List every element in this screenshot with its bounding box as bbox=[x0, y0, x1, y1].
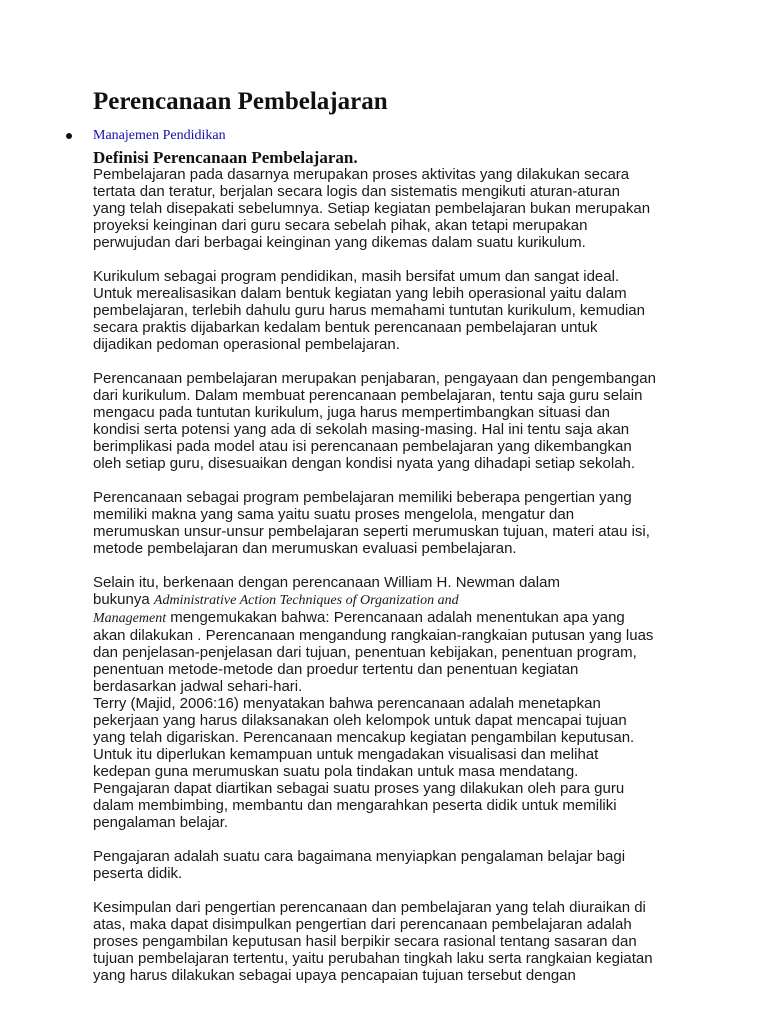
text-line bbox=[93, 609, 679, 627]
text-line: Kesimpulan dari pengertian perencanaan dan pembelajaran yang telah diuraikan di bbox=[93, 899, 646, 916]
text-line: penentuan metode-metode dan proedur tertentu dan penentuan kegiatan bbox=[93, 661, 579, 678]
text-line bbox=[93, 591, 679, 609]
text-line: peserta didik. bbox=[93, 865, 183, 882]
book-title: Management bbox=[93, 611, 167, 626]
text-line: Pembelajaran pada dasarnya merupakan proses aktivitas yang dilakukan secara bbox=[93, 166, 630, 183]
paragraph-1 bbox=[93, 166, 679, 251]
article-body bbox=[93, 166, 679, 984]
text-line: kedepan guna merumuskan suatu pola tindakan untuk masa mendatang. bbox=[93, 763, 579, 780]
paragraph-5 bbox=[93, 574, 679, 831]
text-line: secara praktis dijabarkan kedalam bentuk perencanaan pembelajaran untuk bbox=[93, 319, 598, 336]
text-line: Perencanaan pembelajaran merupakan penjabaran, pengayaan dan pengembangan bbox=[93, 370, 656, 387]
paragraph-6 bbox=[93, 848, 679, 882]
text-line: yang telah disepakati sebelumnya. Setiap kegiatan pembelajaran bukan merupakan bbox=[93, 200, 651, 217]
text-line: metode pembelajaran dan merumuskan evaluasi pembelajaran. bbox=[93, 540, 517, 557]
text-line: perwujudan dari berbagai keinginan yang dikemas dalam suatu kurikulum. bbox=[93, 234, 586, 251]
text-line: oleh setiap guru, disesuaikan dengan kondisi nyata yang dihadapi setiap sekolah. bbox=[93, 455, 636, 472]
text-line: tujuan pembelajaran tertentu, yaitu perubahan tingkah laku serta rangkaian kegiatan bbox=[93, 950, 653, 967]
page-title: Perencanaan Pembelajaran bbox=[93, 88, 388, 115]
text-line: Pengajaran dapat diartikan sebagai suatu proses yang dilakukan oleh para guru bbox=[93, 780, 625, 797]
text-line: atas, maka dapat disimpulkan pengertian dari perencanaan pembelajaran adalah bbox=[93, 916, 632, 933]
text-fragment: mengemukakan bahwa: Perencanaan adalah menentukan apa yang bbox=[166, 609, 625, 626]
paragraph-3 bbox=[93, 370, 679, 472]
text-line: Selain itu, berkenaan dengan perencanaan William H. Newman dalam bbox=[93, 574, 560, 591]
text-line: pengalaman belajar. bbox=[93, 814, 229, 831]
text-line: berdasarkan jadwal sehari-hari. bbox=[93, 678, 303, 695]
text-line: dan penjelasan-penjelasan dari tujuan, penentuan kebijakan, penentuan program, bbox=[93, 644, 637, 661]
text-line: yang telah digariskan. Perencanaan mencakup kegiatan pengambilan keputusan. bbox=[93, 729, 635, 746]
text-line: Untuk itu diperlukan kemampuan untuk mengadakan visualisasi dan melihat bbox=[93, 746, 599, 763]
category-link[interactable]: Manajemen Pendidikan bbox=[93, 128, 226, 143]
text-line: yang harus dilakukan sebagai upaya pencapaian tujuan tersebut dengan bbox=[93, 967, 576, 984]
text-line: berimplikasi pada model atau isi perencanaan pembelajaran yang dikembangkan bbox=[93, 438, 632, 455]
section-heading: Definisi Perencanaan Pembelajaran. bbox=[93, 148, 358, 167]
text-fragment: bukunya bbox=[93, 591, 154, 608]
text-line: akan dilakukan . Perencanaan mengandung rangkaian-rangkaian putusan yang luas bbox=[93, 627, 654, 644]
text-line: Untuk merealisasikan dalam bentuk kegiatan yang lebih operasional yaitu dalam bbox=[93, 285, 627, 302]
text-line: mengacu pada tuntutan kurikulum, juga harus mempertimbangkan situasi dan bbox=[93, 404, 610, 421]
paragraph-7 bbox=[93, 899, 679, 984]
text-line: dalam membimbing, membantu dan mengarahkan peserta didik untuk memiliki bbox=[93, 797, 617, 814]
bullet-icon bbox=[66, 133, 72, 139]
text-line: Perencanaan sebagai program pembelajaran memiliki beberapa pengertian yang bbox=[93, 489, 632, 506]
text-line: Kurikulum sebagai program pendidikan, masih bersifat umum dan sangat ideal. bbox=[93, 268, 620, 285]
text-line: Pengajaran adalah suatu cara bagaimana menyiapkan pengalaman belajar bagi bbox=[93, 848, 626, 865]
text-line: pembelajaran, terlebih dahulu guru harus memahami tuntutan kurikulum, kemudian bbox=[93, 302, 645, 319]
text-line: dijadikan pedoman operasional pembelajaran. bbox=[93, 336, 400, 353]
text-line: proses pengambilan keputusan hasil berpikir secara rasional tentang sasaran dan bbox=[93, 933, 637, 950]
book-title: Administrative Action Techniques of Organization and bbox=[153, 593, 459, 608]
text-line: kondisi serta potensi yang ada di sekolah masing-masing. Hal ini tentu saja akan bbox=[93, 421, 630, 438]
paragraph-4 bbox=[93, 489, 679, 557]
text-line: Terry (Majid, 2006:16) menyatakan bahwa perencanaan adalah menetapkan bbox=[93, 695, 601, 712]
text-line: memiliki makna yang sama yaitu suatu proses mengelola, mengatur dan bbox=[93, 506, 575, 523]
text-line: tertata dan teratur, berjalan secara logis dan sistematis mengikuti aturan-aturan bbox=[93, 183, 620, 200]
text-line: merumuskan unsur-unsur pembelajaran seperti merumuskan tujuan, materi atau isi, bbox=[93, 523, 650, 540]
text-line: proyeksi keinginan dari guru secara sebelah pihak, akan tetapi merupakan bbox=[93, 217, 588, 234]
text-line: dari kurikulum. Dalam membuat perencanaan pembelajaran, tentu saja guru selain bbox=[93, 387, 643, 404]
text-line: pekerjaan yang harus dilaksanakan oleh kelompok untuk dapat mencapai tujuan bbox=[93, 712, 627, 729]
paragraph-2 bbox=[93, 268, 679, 353]
